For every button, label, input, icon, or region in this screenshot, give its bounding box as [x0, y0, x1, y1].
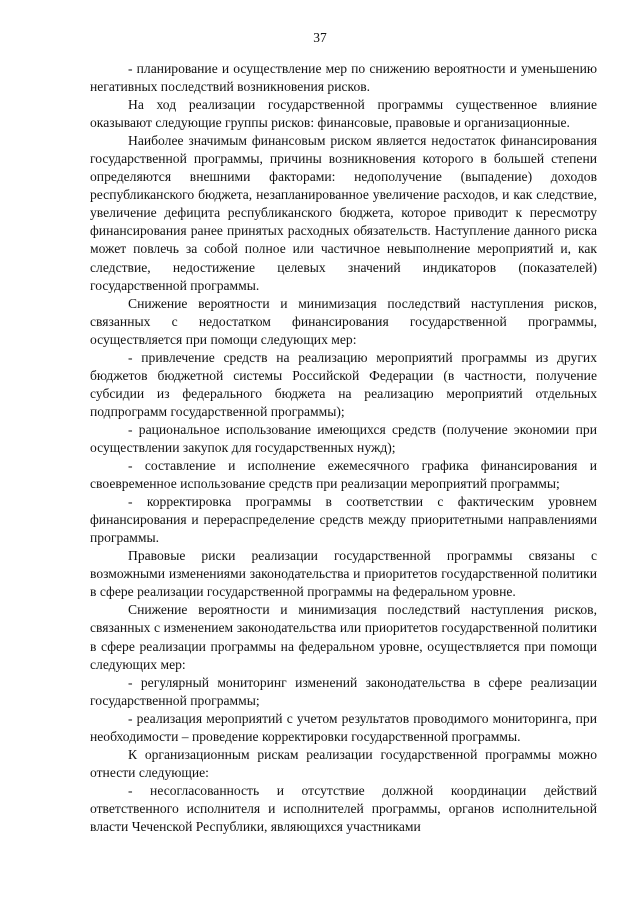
paragraph-planning-measures: - планирование и осуществление мер по снижению вероятности и уменьшению негативных последствий возникновения рисков. — [90, 61, 597, 95]
paragraph-financial-risk: Наиболее значимым финансовым риском является недостаток финансирования государственной программы, причины возникновения которого в большей степени определяются внешними факторами: недополучение (выпадение) доходов республиканского бюджета, незапланированное увеличение расходов, и как следствие, увеличение дефицита республиканского бюджета, которое приводит к пересмотру финансирования ранее принятых расходных обязательств. Наступление данного риска может повлечь за собой полное или частичное невыполнение мероприятий и, как следствие, недостижение целевых значений индикаторов (показателей) государственной программы. — [90, 133, 597, 293]
list-item-monthly-schedule: - составление и исполнение ежемесячного графика финансирования и своевременное использование средств при реализации мероприятий программы; — [90, 458, 597, 492]
paragraph-risk-groups: На ход реализации государственной программы существенное влияние оказывают следующие группы рисков: финансовые, правовые и организационные. — [90, 97, 597, 131]
paragraph-legal-risks: Правовые риски реализации государственной программы связаны с возможными изменениями законодательства и приоритетов государственной политики в сфере реализации государственной программы на федеральном уровне. — [90, 548, 597, 600]
paragraph-organizational-risks: К организационным рискам реализации государственной программы можно отнести следующие: — [90, 746, 597, 780]
list-item-regular-monitoring: - регулярный мониторинг изменений законодательства в сфере реализации государственной программы; — [90, 674, 597, 708]
list-item-coordination-lack: - несогласованность и отсутствие должной координации действий ответственного исполнителя и исполнителей программы, органов исполнительной власти Чеченской Республики, являющихся участниками — [90, 782, 597, 834]
list-item-attract-funds: - привлечение средств на реализацию мероприятий программы из других бюджетов бюджетной системы Российской Федерации (в частности, получение субсидии из федерального бюджета на реализацию мероприятий отдельных подпрограмм государственной программы); — [90, 349, 597, 419]
page-number: 37 — [313, 30, 327, 45]
document-body — [90, 60, 597, 836]
list-item-monitoring-based-actions: - реализация мероприятий с учетом результатов проводимого мониторинга, при необходимости – проведение корректировки государственной программы. — [90, 710, 597, 744]
list-item-rational-use: - рациональное использование имеющихся средств (получение экономии при осуществлении закупок для государственных нужд); — [90, 421, 597, 455]
list-item-program-adjustment: - корректировка программы в соответствии с фактическим уровнем финансирования и перераспределение средств между приоритетными направлениями программы. — [90, 494, 597, 546]
paragraph-financial-mitigation-intro: Снижение вероятности и минимизация последствий наступления рисков, связанных с недостатком финансирования государственной программы, осуществляется при помощи следующих мер: — [90, 295, 597, 347]
paragraph-legal-mitigation-intro: Снижение вероятности и минимизация последствий наступления рисков, связанных с изменением законодательства или приоритетов государственной политики в сфере реализации программы на федеральном уровне, осуществляется при помощи следующих мер: — [90, 602, 597, 672]
